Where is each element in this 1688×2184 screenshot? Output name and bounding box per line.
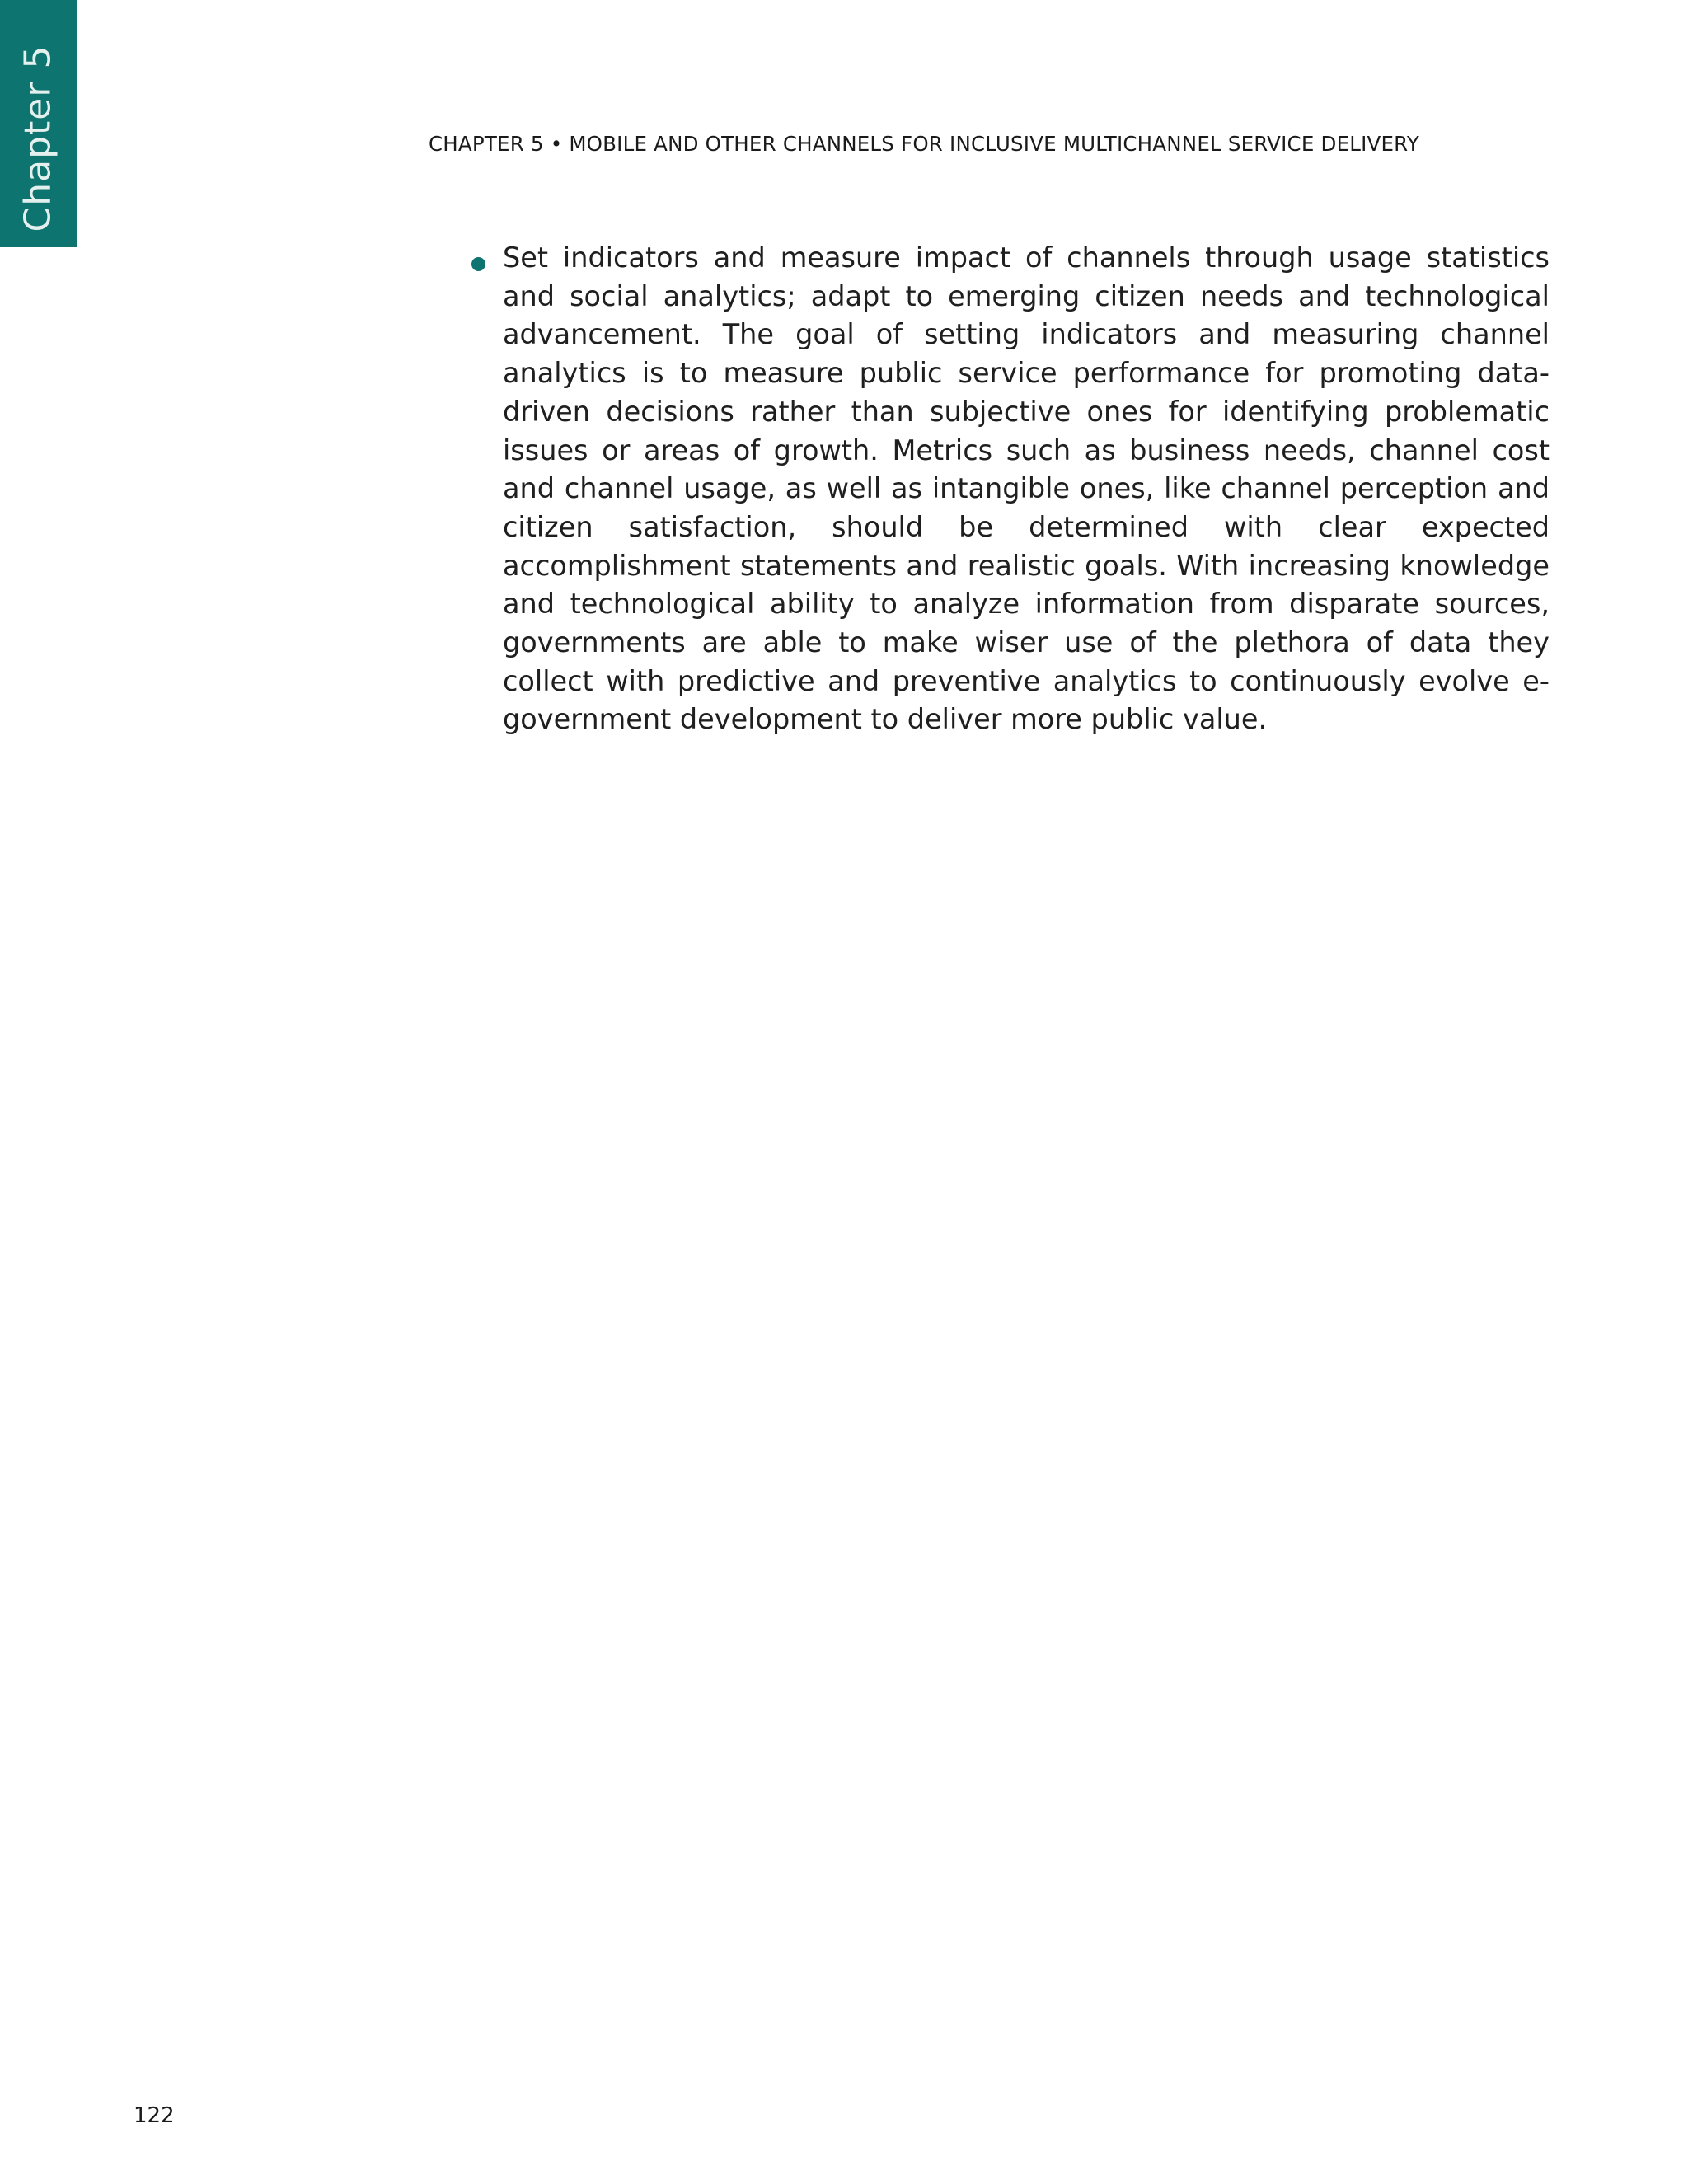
bullet-text: Set indicators and measure impact of channels through usage statistics and social analytics; adapt to emerging citizen needs and technological advancement. The goal of setting indicators and measuring channel analytics is to measure public service performance for promoting data-driven decisions rather than subjective ones for identifying problematic issues or areas of growth. Metrics such as business needs, channel cost and channel usage, as well as intangible ones, like channel perception and citizen satisfaction, should be determined with clear expected accomplishment statements and realistic goals. With increasing knowledge and technological ability to analyze information from disparate sources, governments are able to make wiser use of the plethora of data they collect with predictive and preventive analytics to continuously evolve e-government development to deliver more public value. xyxy=(503,241,1550,736)
chapter-tab-label: Chapter 5 xyxy=(16,45,59,232)
bullet-dot-icon xyxy=(471,257,485,271)
running-header: CHAPTER 5 • MOBILE AND OTHER CHANNELS FOR INCLUSIVE MULTICHANNEL SERVICE DELIVERY xyxy=(429,132,1419,156)
page-number: 122 xyxy=(134,2103,175,2128)
list-item xyxy=(462,239,1550,739)
bullet-list xyxy=(462,239,1550,739)
chapter-tab xyxy=(0,0,77,247)
